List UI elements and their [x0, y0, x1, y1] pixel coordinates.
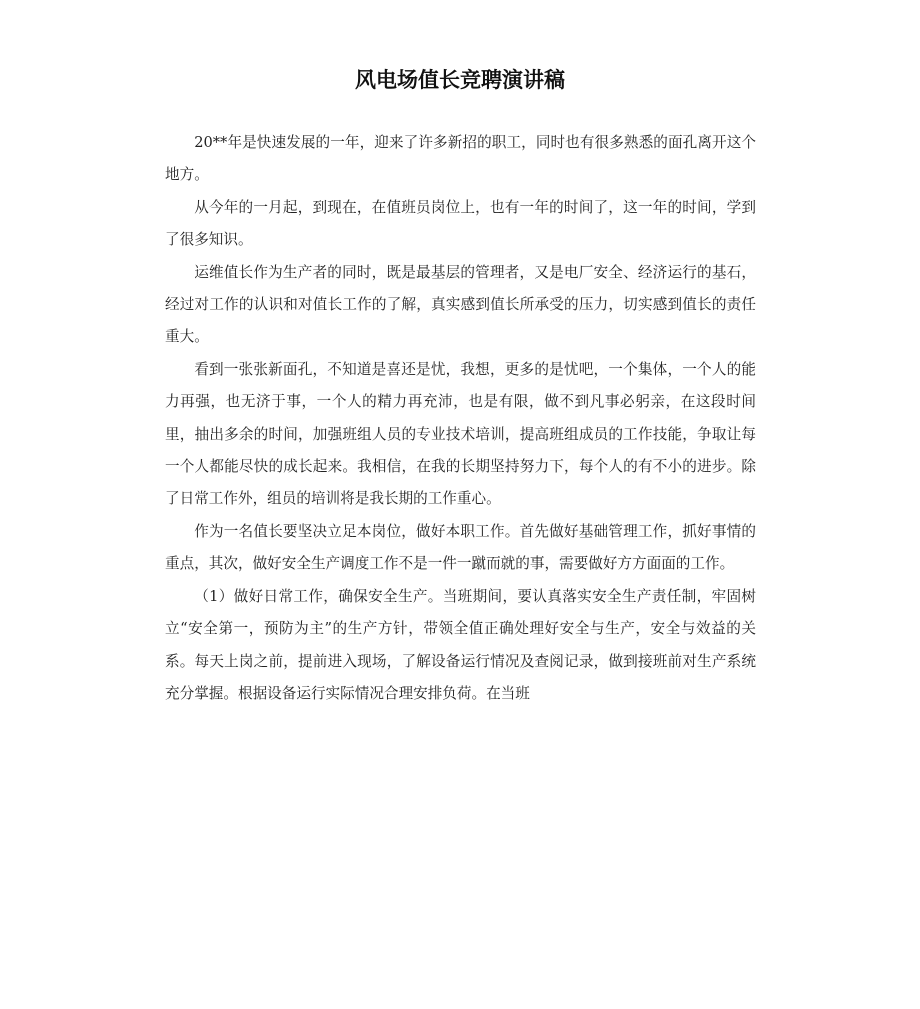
document-title: 风电场值长竞聘演讲稿 — [355, 68, 565, 92]
paragraph-4: 看到一张张新面孔，不知道是喜还是忧，我想，更多的是忧吧，一个集体，一个人的能力再强，也无济于事，一个人的精力再充沛，也是有限，做不到凡事必躬亲，在这段时间里，抽出多余的时间，加强班组人员的专业技术培训，提高班组成员的工作技能，争取让每一个人都能尽快的成长起来。我相信，在我的长期坚持努力下，每个人的有不小的进步。除了日常工作外，组员的培训将是我长期的工作重心。 — [165, 360, 756, 508]
paragraph-5: 作为一名值长要坚决立足本岗位，做好本职工作。首先做好基础管理工作，抓好事情的重点，其次，做好安全生产调度工作不是一件一蹴而就的事，需要做好方方面面的工作。 — [165, 522, 756, 573]
paragraph-1: 20**年是快速发展的一年，迎来了许多新招的职工，同时也有很多熟悉的面孔离开这个地方。 — [165, 134, 756, 184]
paragraph-2: 从今年的一月起，到现在，在值班员岗位上，也有一年的时间了，这一年的时间，学到了很多知识。 — [165, 198, 756, 249]
paragraph-3: 运维值长作为生产者的同时，既是最基层的管理者，又是电厂安全、经济运行的基石，经过对工作的认识和对值长工作的了解，真实感到值长所承受的压力，切实感到值长的责任重大。 — [165, 263, 756, 346]
document-body — [165, 127, 756, 710]
paragraph-6: （1）做好日常工作，确保安全生产。当班期间，要认真落实安全生产责任制，牢固树立“安全第一，预防为主”的生产方针，带领全值正确处理好安全与生产，安全与效益的关系。每天上岗之前，提前进入现场，了解设备运行情况及查阅记录，做到接班前对生产系统充分掌握。根据设备运行实际情况合理安排负荷。在当班 — [165, 587, 756, 702]
